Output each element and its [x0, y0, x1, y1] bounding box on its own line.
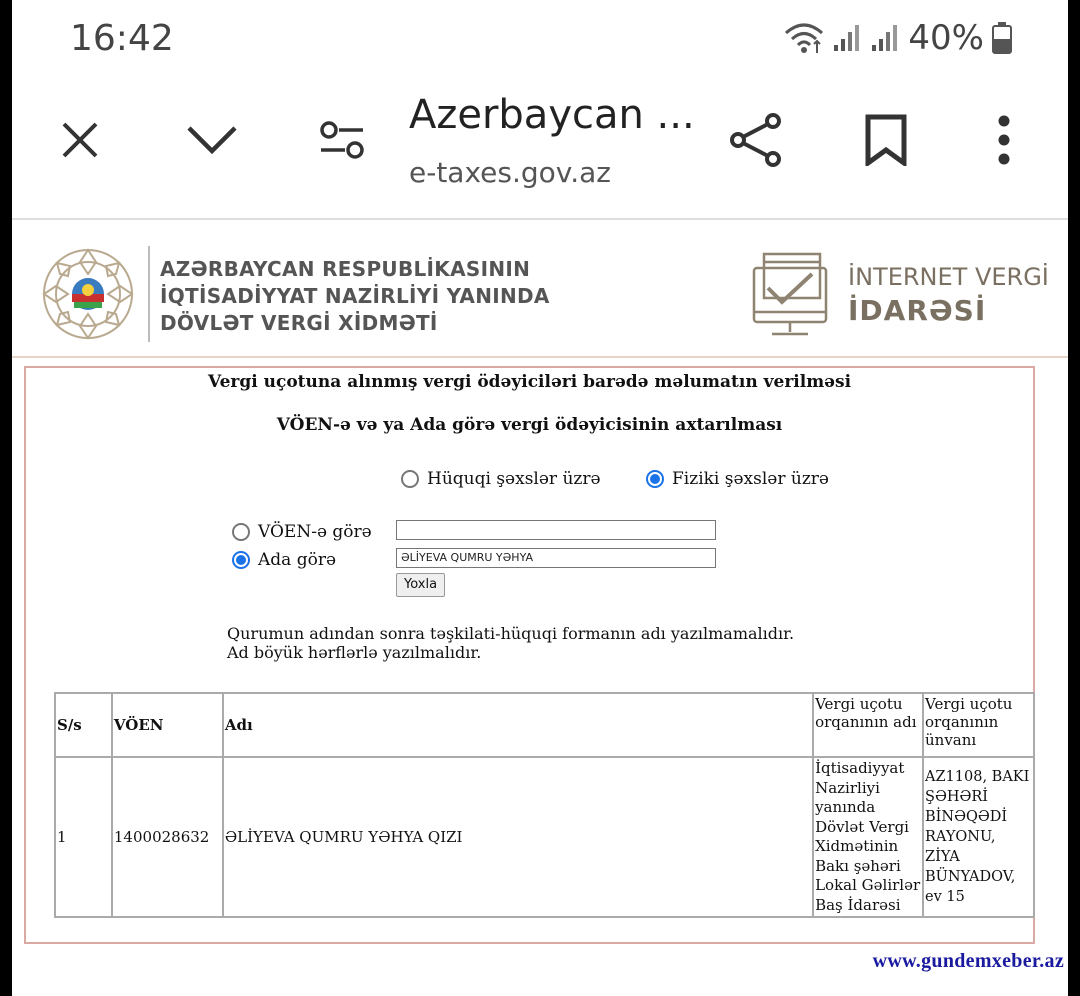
column-header-tax-organ: Vergi uçotu orqanının adı: [813, 693, 923, 757]
search-by-voen-radio[interactable]: [232, 522, 372, 542]
tune-icon[interactable]: [312, 110, 372, 170]
search-by-voen-label: VÖEN-ə görə: [258, 522, 372, 542]
column-header-name: Adı: [223, 693, 813, 757]
legal-entities-radio[interactable]: [401, 469, 601, 489]
signal-icon: [870, 23, 900, 53]
close-icon[interactable]: [50, 110, 110, 170]
org-name-line1: AZƏRBAYCAN RESPUBLİKASININ: [160, 257, 531, 281]
state-emblem-icon[interactable]: [40, 246, 136, 342]
url-text[interactable]: e-taxes.gov.az: [409, 156, 611, 189]
status-icons: [784, 18, 1012, 58]
org-name[interactable]: [160, 256, 550, 337]
search-by-name-radio[interactable]: [232, 550, 336, 570]
radio-unchecked[interactable]: [401, 470, 419, 488]
internet-tax-office-label[interactable]: [848, 260, 1049, 328]
share-icon[interactable]: [726, 110, 786, 170]
search-panel: [24, 366, 1035, 944]
org-name-line2: İQTİSADİYYAT NAZİRLİYİ YANINDA: [160, 284, 550, 308]
battery-icon: [992, 22, 1012, 54]
internet-tax-office-icon[interactable]: [750, 250, 830, 342]
browser-toolbar: [12, 80, 1068, 220]
column-header-ss: S/s: [55, 693, 112, 757]
check-button[interactable]: Yoxla: [396, 573, 445, 597]
ivi-line2: İDARƏSİ: [848, 294, 987, 327]
individuals-radio[interactable]: [646, 469, 829, 489]
radio-checked[interactable]: [232, 551, 250, 569]
status-bar: [12, 0, 1068, 80]
radio-unchecked[interactable]: [232, 523, 250, 541]
status-time: 16:42: [70, 18, 174, 59]
wifi-icon: [784, 21, 824, 55]
legal-entities-label: Hüquqi şəxslər üzrə: [427, 469, 601, 489]
column-header-tax-organ-address: Vergi uçotu orqanının ünvanı: [923, 693, 1034, 757]
radio-checked[interactable]: [646, 470, 664, 488]
name-input[interactable]: ƏLİYEVA QUMRU YƏHYA: [396, 548, 716, 568]
phone-screen: [12, 0, 1068, 996]
results-table: [54, 692, 1035, 918]
table-row: [55, 757, 1034, 917]
table-header-row: [55, 693, 1034, 757]
note-line2: Ad böyük hərflərlə yazılmalıdır.: [227, 643, 482, 662]
signal-icon: [832, 23, 862, 53]
battery-percent: 40%: [908, 18, 984, 58]
chevron-down-icon[interactable]: [182, 110, 242, 170]
search-note: [227, 624, 794, 662]
watermark: www.gundemxeber.az: [872, 950, 1064, 972]
more-vert-icon[interactable]: [974, 110, 1034, 170]
note-line1: Qurumun adından sonra təşkilati-hüquqi formanın adı yazılmamalıdır.: [227, 624, 795, 643]
bookmark-icon[interactable]: [856, 110, 916, 170]
voen-input[interactable]: [396, 520, 716, 540]
cell-voen: 1400028632: [112, 757, 223, 917]
search-by-name-label: Ada görə: [258, 550, 337, 570]
column-header-voen: VÖEN: [112, 693, 223, 757]
page-title-tab[interactable]: Azerbaycan ...: [409, 92, 695, 138]
ivi-line1: İNTERNET VERGİ: [848, 263, 1049, 291]
org-name-line3: DÖVLƏT VERGİ XİDMƏTİ: [160, 311, 438, 335]
search-heading: VÖEN-ə və ya Ada görə vergi ödəyicisinin axtarılması: [276, 415, 783, 435]
individuals-label: Fiziki şəxslər üzrə: [672, 469, 829, 489]
cell-ss: 1: [55, 757, 112, 917]
site-header: [12, 222, 1068, 358]
header-divider: [148, 246, 150, 342]
cell-tax-organ-address: AZ1108, BAKI ŞƏHƏRİ BİNƏQƏDİ RAYONU, ZİYA BÜNYADOV, ev 15: [923, 757, 1034, 917]
page-heading: Vergi uçotuna alınmış vergi ödəyiciləri barədə məlumatın verilməsi: [207, 372, 852, 392]
cell-tax-organ: İqtisadiyyat Nazirliyi yanında Dövlət Vergi Xidmətinin Bakı şəhəri Lokal Gəlirlər Baş İdarəsi: [813, 757, 923, 917]
cell-name: ƏLİYEVA QUMRU YƏHYA QIZI: [223, 757, 813, 917]
